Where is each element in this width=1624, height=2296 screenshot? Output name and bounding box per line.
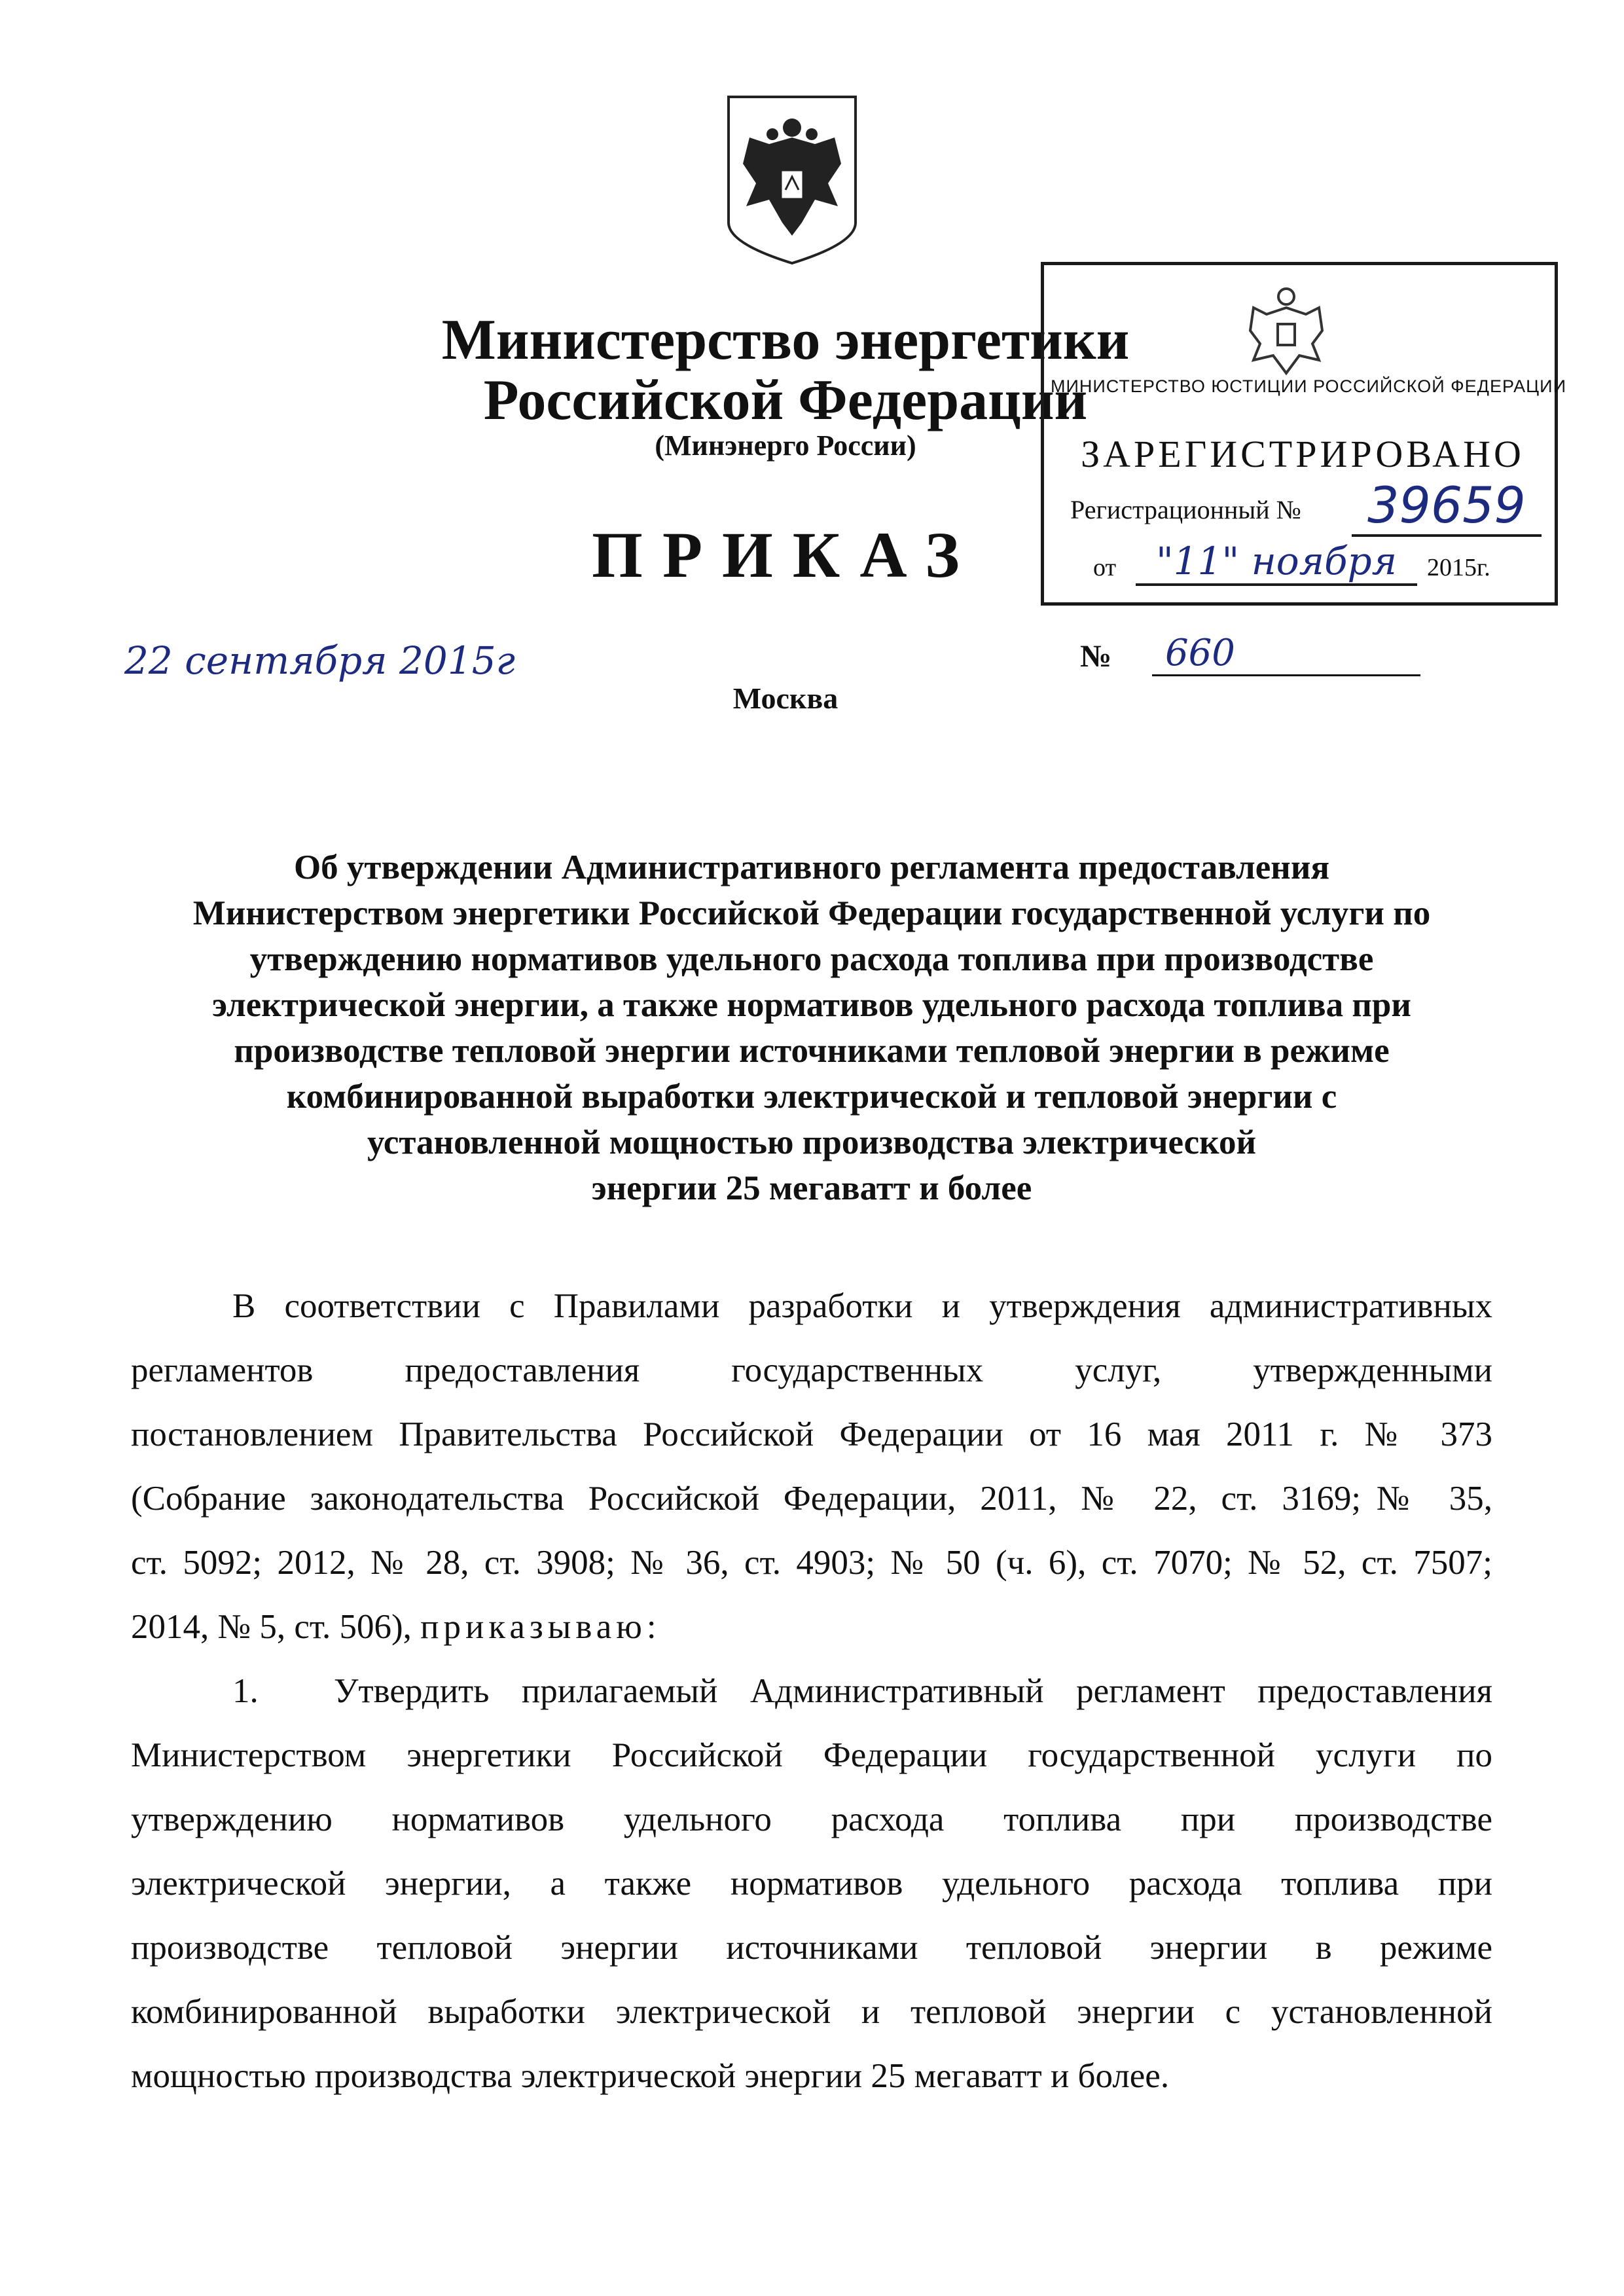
registration-stamp (1041, 262, 1566, 606)
heading-line: установленной мощностью производства электрической (367, 1123, 1257, 1161)
item-first-line: Утвердить прилагаемый Административный регламент предоставления (334, 1672, 1492, 1710)
order-city: Москва (732, 682, 839, 715)
heading-line: утверждению нормативов удельного расхода топлива при производстве (249, 940, 1374, 978)
heading-line: производстве тепловой энергии источниками тепловой энергии в режиме (234, 1032, 1390, 1070)
item-line: комбинированной выработки электрической и тепловой энергии с установленной (131, 1993, 1492, 2031)
paragraph-line: постановлением Правительства Российской Федерации от 16 мая 2011 г. № 373 (131, 1415, 1492, 1453)
item-number: 1. (232, 1672, 259, 1710)
paragraph-line: (Собрание законодательства Российской Федерации, 2011, № 22, ст. 3169;№ 35, (131, 1480, 1492, 1518)
heading-line: Министерством энергетики Российской Федерации государственной услуги по (192, 894, 1431, 932)
paragraph-line: В соответствии с Правилами разработки и утверждения административных (232, 1287, 1492, 1325)
coat-of-arms-emblem (723, 92, 861, 268)
item-line: производстве тепловой энергии источниками тепловой энергии в режиме (131, 1929, 1492, 1967)
paragraph-last-text: 2014, № 5, ст. 506), (131, 1608, 412, 1646)
paragraph-line (131, 1604, 1492, 1650)
stamp-registered-label: ЗАРЕГИСТРИРОВАНО (1081, 433, 1525, 475)
paragraph-line: ст. 5092; 2012, № 28, ст. 3908; № 36, ст. 4903; № 50 (ч. 6), ст. 7070; № 52, ст. 7507; (131, 1544, 1492, 1582)
stamp-registration-date: "11" ноября (1136, 539, 1417, 586)
order-word: приказываю: (420, 1608, 661, 1646)
stamp-registration-number: 39659 (1352, 476, 1542, 537)
ministry-name-line-2: Российской Федерации (483, 369, 1088, 432)
stamp-registration-number-label: Регистрационный № (1070, 495, 1301, 524)
stamp-eagle-emblem (1244, 278, 1329, 376)
order-heading (131, 845, 1492, 1211)
item-line: электрической энергии, а также нормативов удельного расхода топлива при (131, 1865, 1492, 1903)
order-number-sign: № (1080, 639, 1112, 674)
ministry-name-line-1: Министерство энергетики (441, 308, 1130, 372)
item-line: утверждению нормативов удельного расхода топлива при производстве (131, 1800, 1492, 1838)
stamp-date-from-label: от (1093, 554, 1117, 581)
order-number-handwritten: 660 (1152, 632, 1420, 676)
heading-line: Об утверждении Административного регламента предоставления (293, 848, 1330, 886)
item-line: Министерством энергетики Российской Федерации государственной услуги по (131, 1736, 1492, 1774)
heading-line: комбинированной выработки электрической и тепловой энергии с (286, 1078, 1337, 1116)
item-line: мощностью производства электрической энергии 25 мегаватт и более. (131, 2057, 1170, 2095)
ministry-short-name: (Минэнерго России) (655, 429, 916, 462)
order-date-handwritten: 22 сентября 2015г (124, 638, 515, 683)
heading-line: энергии 25 мегаватт и более (591, 1169, 1032, 1207)
heading-line: электрической энергии, а также нормативов удельного расхода топлива при (212, 986, 1411, 1024)
stamp-registration-year: 2015г. (1427, 554, 1490, 581)
order-title: ПРИКАЗ (592, 519, 979, 591)
paragraph-line: регламентов предоставления государственных услуг, утвержденными (131, 1351, 1492, 1389)
stamp-ministry-name: МИНИСТЕРСТВО ЮСТИЦИИ РОССИЙСКОЙ ФЕДЕРАЦИИ (1051, 376, 1566, 396)
